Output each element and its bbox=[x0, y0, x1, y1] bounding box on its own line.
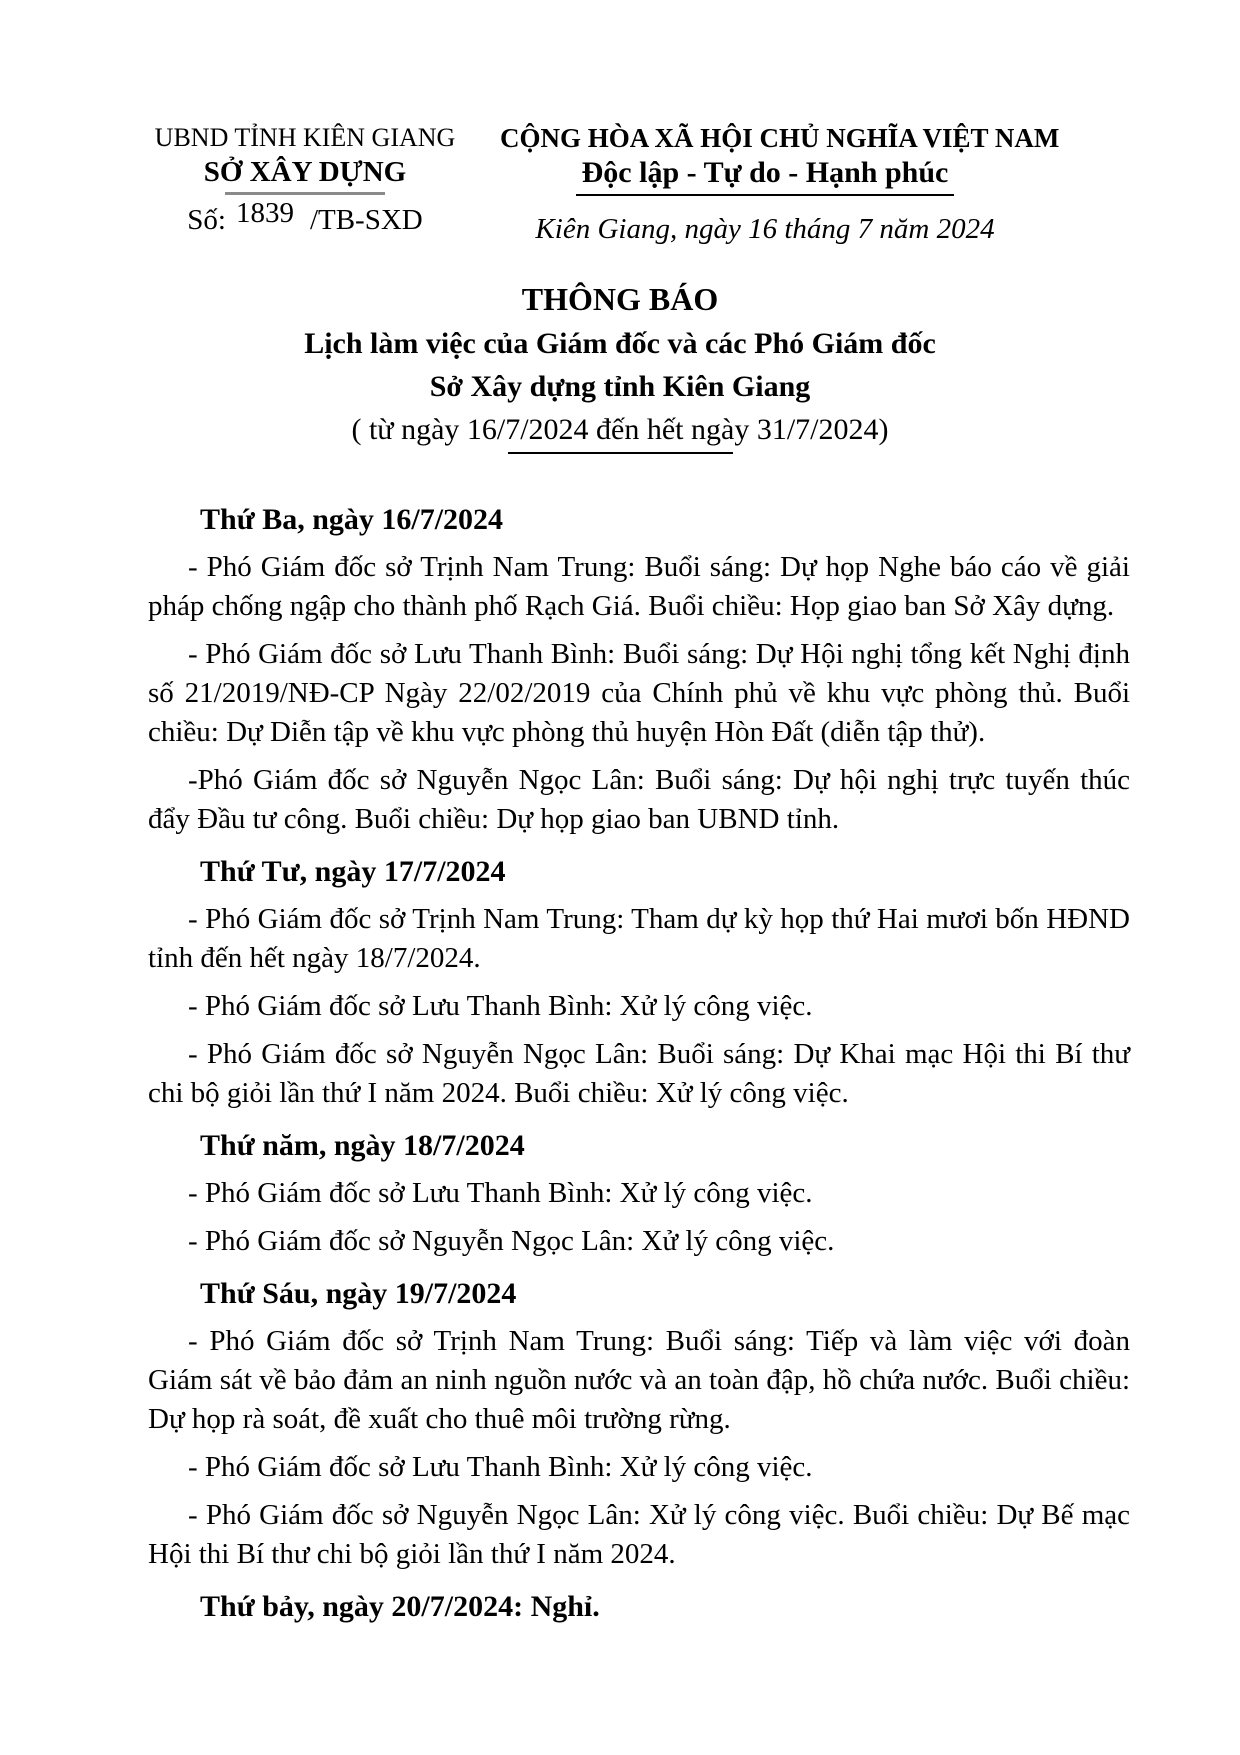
document-subtitle-1: Lịch làm việc của Giám đốc và các Phó Giám đốc bbox=[304, 327, 936, 360]
day-heading: Thứ Ba, ngày 16/7/2024 bbox=[200, 503, 504, 536]
schedule-item: - Phó Giám đốc sở Lưu Thanh Bình: Buổi sáng: Dự Hội nghị tổng kết Nghị định số 21/2019/NĐ-CP Ngày 22/02/2019 của Chính phủ về khu vực phòng thủ. Buổi chiều: Dự Diễn tập về khu vực phòng thủ huyện Hòn Đất (diễn tập thử). bbox=[148, 638, 1130, 748]
document-header bbox=[0, 0, 1240, 248]
schedule-content bbox=[148, 500, 1130, 1626]
document-title: THÔNG BÁO bbox=[521, 281, 719, 317]
date-range-line: ( từ ngày 16/7/2024 đến hết ngày 31/7/2024) bbox=[351, 413, 889, 446]
parent-agency-name: UBND TỈNH KIÊN GIANG bbox=[154, 123, 456, 152]
schedule-item: - Phó Giám đốc sở Lưu Thanh Bình: Xử lý công việc. bbox=[188, 990, 813, 1022]
document-number-suffix: /TB-SXD bbox=[309, 204, 423, 236]
document-number-value: 1839 bbox=[235, 197, 294, 229]
section-friday bbox=[148, 1274, 1130, 1574]
section-wednesday bbox=[148, 852, 1130, 1113]
department-name: SỞ XÂY DỰNG bbox=[203, 156, 407, 188]
day-heading: Thứ Tư, ngày 17/7/2024 bbox=[200, 855, 506, 888]
document-subtitle-2: Sở Xây dựng tỉnh Kiên Giang bbox=[429, 370, 811, 403]
place-and-date: Kiên Giang, ngày 16 tháng 7 năm 2024 bbox=[535, 213, 995, 245]
section-saturday bbox=[148, 1587, 1130, 1626]
section-tuesday bbox=[148, 500, 1130, 839]
document-number-line bbox=[140, 197, 470, 239]
national-header-block bbox=[500, 122, 1060, 248]
section-thursday bbox=[148, 1126, 1130, 1261]
schedule-item: - Phó Giám đốc sở Nguyễn Ngọc Lân: Xử lý công việc. bbox=[188, 1225, 835, 1257]
day-heading: Thứ năm, ngày 18/7/2024 bbox=[200, 1129, 525, 1162]
document-number-label: Số: bbox=[187, 204, 226, 236]
department-underline bbox=[225, 192, 385, 195]
schedule-item: - Phó Giám đốc sở Lưu Thanh Bình: Xử lý công việc. bbox=[188, 1177, 813, 1209]
title-separator-rule bbox=[508, 452, 733, 454]
schedule-item: - Phó Giám đốc sở Lưu Thanh Bình: Xử lý công việc. bbox=[188, 1451, 813, 1483]
national-motto-line2: Độc lập - Tự do - Hạnh phúc bbox=[576, 155, 955, 196]
day-heading: Thứ Sáu, ngày 19/7/2024 bbox=[200, 1277, 517, 1310]
day-heading: Thứ bảy, ngày 20/7/2024: Nghỉ. bbox=[200, 1590, 600, 1623]
national-motto-line1: CỘNG HÒA XÃ HỘI CHỦ NGHĨA VIỆT NAM bbox=[500, 123, 1060, 153]
schedule-item: - Phó Giám đốc sở Trịnh Nam Trung: Tham dự kỳ họp thứ Hai mươi bốn HĐND tỉnh đến hết ngày 18/7/2024. bbox=[148, 903, 1130, 974]
schedule-item: - Phó Giám đốc sở Nguyễn Ngọc Lân: Buổi sáng: Dự Khai mạc Hội thi Bí thư chi bộ giỏi lần thứ I năm 2024. Buổi chiều: Xử lý công việc. bbox=[148, 1038, 1130, 1109]
schedule-item: - Phó Giám đốc sở Trịnh Nam Trung: Buổi sáng: Tiếp và làm việc với đoàn Giám sát về bảo đảm an ninh nguồn nước và an toàn đập, hồ chứa nước. Buổi chiều: Dự họp rà soát, đề xuất cho thuê môi trường rừng. bbox=[148, 1325, 1130, 1435]
schedule-item: - Phó Giám đốc sở Nguyễn Ngọc Lân: Xử lý công việc. Buổi chiều: Dự Bế mạc Hội thi Bí thư chi bộ giỏi lần thứ I năm 2024. bbox=[148, 1499, 1130, 1570]
schedule-item: - Phó Giám đốc sở Trịnh Nam Trung: Buổi sáng: Dự họp Nghe báo cáo về giải pháp chống ngập cho thành phố Rạch Giá. Buổi chiều: Họp giao ban Sở Xây dựng. bbox=[148, 551, 1130, 622]
issuing-agency-block bbox=[140, 122, 470, 248]
schedule-item: -Phó Giám đốc sở Nguyễn Ngọc Lân: Buổi sáng: Dự hội nghị trực tuyến thúc đẩy Đầu tư công. Buổi chiều: Dự họp giao ban UBND tỉnh. bbox=[148, 764, 1130, 835]
document-title-block bbox=[0, 276, 1240, 454]
